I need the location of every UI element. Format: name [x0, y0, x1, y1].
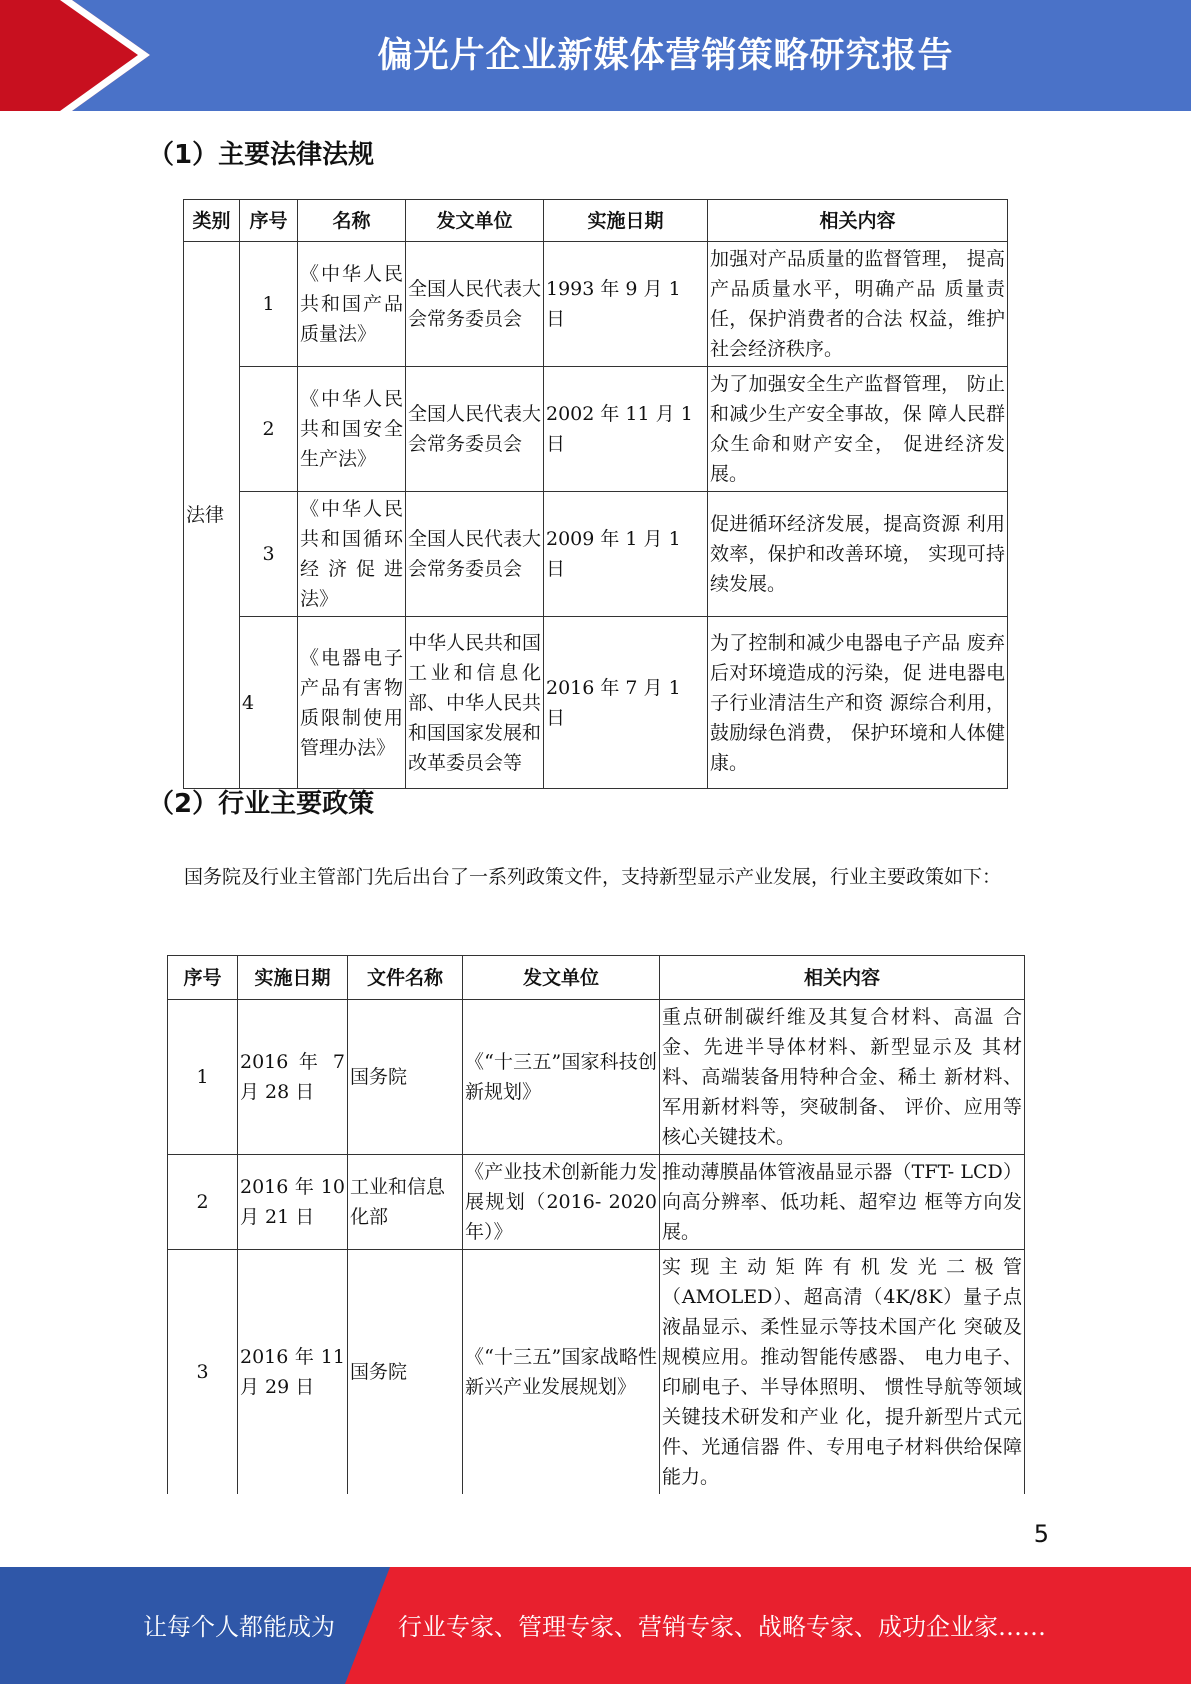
table-row	[168, 1250, 1025, 1495]
row-issuer: 全国人民代表大会常务委员会	[406, 367, 544, 492]
row-date: 2016 年 7 月 1 日	[544, 617, 708, 789]
row-name: 工业和信息化部	[348, 1155, 463, 1250]
header-content: 相关内容	[708, 200, 1008, 242]
table-row	[168, 1155, 1025, 1250]
table-row	[184, 617, 1008, 789]
row-content: 加强对产品质量的监督管理， 提高产品质量水平，明确产品 质量责任，保护消费者的合法 权益，维护社会经济秩序。	[708, 242, 1008, 367]
row-content: 重点研制碳纤维及其复合材料、高温 合金、先进半导体材料、新型显示及 其材料、高端装备用特种合金、稀土 新材料、军用新材料等，突破制备、 评价、应用等核心关键技术。	[660, 1000, 1025, 1155]
header-date: 实施日期	[544, 200, 708, 242]
policy-table	[167, 955, 1025, 1494]
category-cell: 法律	[184, 242, 240, 789]
page-number: 5	[1033, 1520, 1049, 1548]
row-no: 1	[240, 242, 298, 367]
header-date: 实施日期	[238, 956, 348, 1000]
row-date: 2016 年 7 月 28 日	[238, 1000, 348, 1155]
row-date: 2016 年 11 月 29 日	[238, 1250, 348, 1495]
section-policy-title: （2）行业主要政策	[148, 789, 375, 819]
header-red-arrow	[0, 0, 150, 111]
page-footer	[0, 1567, 1191, 1684]
row-name: 国务院	[348, 1000, 463, 1155]
row-issuer: 中华人民共和国工业和信息化部、中华人民共和国国家发展和改革委员会等	[406, 617, 544, 789]
row-no: 2	[168, 1155, 238, 1250]
row-date: 1993 年 9 月 1 日	[544, 242, 708, 367]
row-no: 3	[240, 492, 298, 617]
header-content: 相关内容	[660, 956, 1025, 1000]
row-name: 《中华人民共和国产品质量法》	[298, 242, 406, 367]
header-name: 文件名称	[348, 956, 463, 1000]
policy-intro-paragraph: 国务院及行业主管部门先后出台了一系列政策文件，支持新型显示产业发展，行业主要政策如下：	[184, 866, 1002, 888]
report-title: 偏光片企业新媒体营销策略研究报告	[377, 36, 954, 76]
row-content: 为了控制和减少电器电子产品 废弃后对环境造成的污染，促 进电器电子行业清洁生产和资 源综合利用，鼓励绿色消费， 保护环境和人体健康。	[708, 617, 1008, 789]
row-issuer: 全国人民代表大会常务委员会	[406, 242, 544, 367]
table-row	[168, 1000, 1025, 1155]
row-name: 《电器电子产品有害物质限制使用管理办法》	[298, 617, 406, 789]
row-no: 3	[168, 1250, 238, 1495]
header-issuer: 发文单位	[463, 956, 660, 1000]
row-content: 推动薄膜晶体管液晶显示器（TFT- LCD）向高分辨率、低功耗、超窄边 框等方向发展。	[660, 1155, 1025, 1250]
table-row	[184, 242, 1008, 367]
row-date: 2002 年 11 月 1 日	[544, 367, 708, 492]
header-category: 类别	[184, 200, 240, 242]
row-no: 4	[240, 617, 298, 789]
footer-slogan-right: 行业专家、管理专家、营销专家、战略专家、成功企业家……	[398, 1613, 1046, 1641]
row-content: 促进循环经济发展，提高资源 利用效率，保护和改善环境， 实现可持续发展。	[708, 492, 1008, 617]
table-header-row	[168, 956, 1025, 1000]
row-no: 2	[240, 367, 298, 492]
header-issuer: 发文单位	[406, 200, 544, 242]
table-row	[184, 492, 1008, 617]
row-date: 2016 年 10 月 21 日	[238, 1155, 348, 1250]
table-row	[184, 367, 1008, 492]
row-content: 为了加强安全生产监督管理， 防止和减少生产安全事故，保 障人民群众生命和财产安全， 促进经济发展。	[708, 367, 1008, 492]
section-laws-title: （1）主要法律法规	[148, 140, 375, 170]
row-no: 1	[168, 1000, 238, 1155]
header-name: 名称	[298, 200, 406, 242]
page-header	[0, 0, 1191, 111]
row-content: 实现主动矩阵有机发光二极管（AMOLED）、超高清（4K/8K）量子点液晶显示、柔性显示等技术国产化 突破及规模应用。推动智能传感器、 电力电子、印刷电子、半导体照明、 惯性导航等领域关键技术研发和产业 化，提升新型片式元件、光通信器 件、专用电子材料供给保障能力。	[660, 1250, 1025, 1495]
table-header-row	[184, 200, 1008, 242]
row-name: 《中华人民共和国安全生产法》	[298, 367, 406, 492]
footer-slogan-left: 让每个人都能成为	[143, 1613, 335, 1641]
row-issuer: 全国人民代表大会常务委员会	[406, 492, 544, 617]
row-issuer: 《“十三五”国家战略性新兴产业发展规划》	[463, 1250, 660, 1495]
header-no: 序号	[240, 200, 298, 242]
row-date: 2009 年 1 月 1 日	[544, 492, 708, 617]
row-issuer: 《“十三五”国家科技创新规划》	[463, 1000, 660, 1155]
laws-table	[183, 199, 1008, 789]
row-name: 《中华人民共和国循环经济促进法》	[298, 492, 406, 617]
row-name: 国务院	[348, 1250, 463, 1495]
row-issuer: 《产业技术创新能力发展规划（2016- 2020 年）》	[463, 1155, 660, 1250]
header-no: 序号	[168, 956, 238, 1000]
